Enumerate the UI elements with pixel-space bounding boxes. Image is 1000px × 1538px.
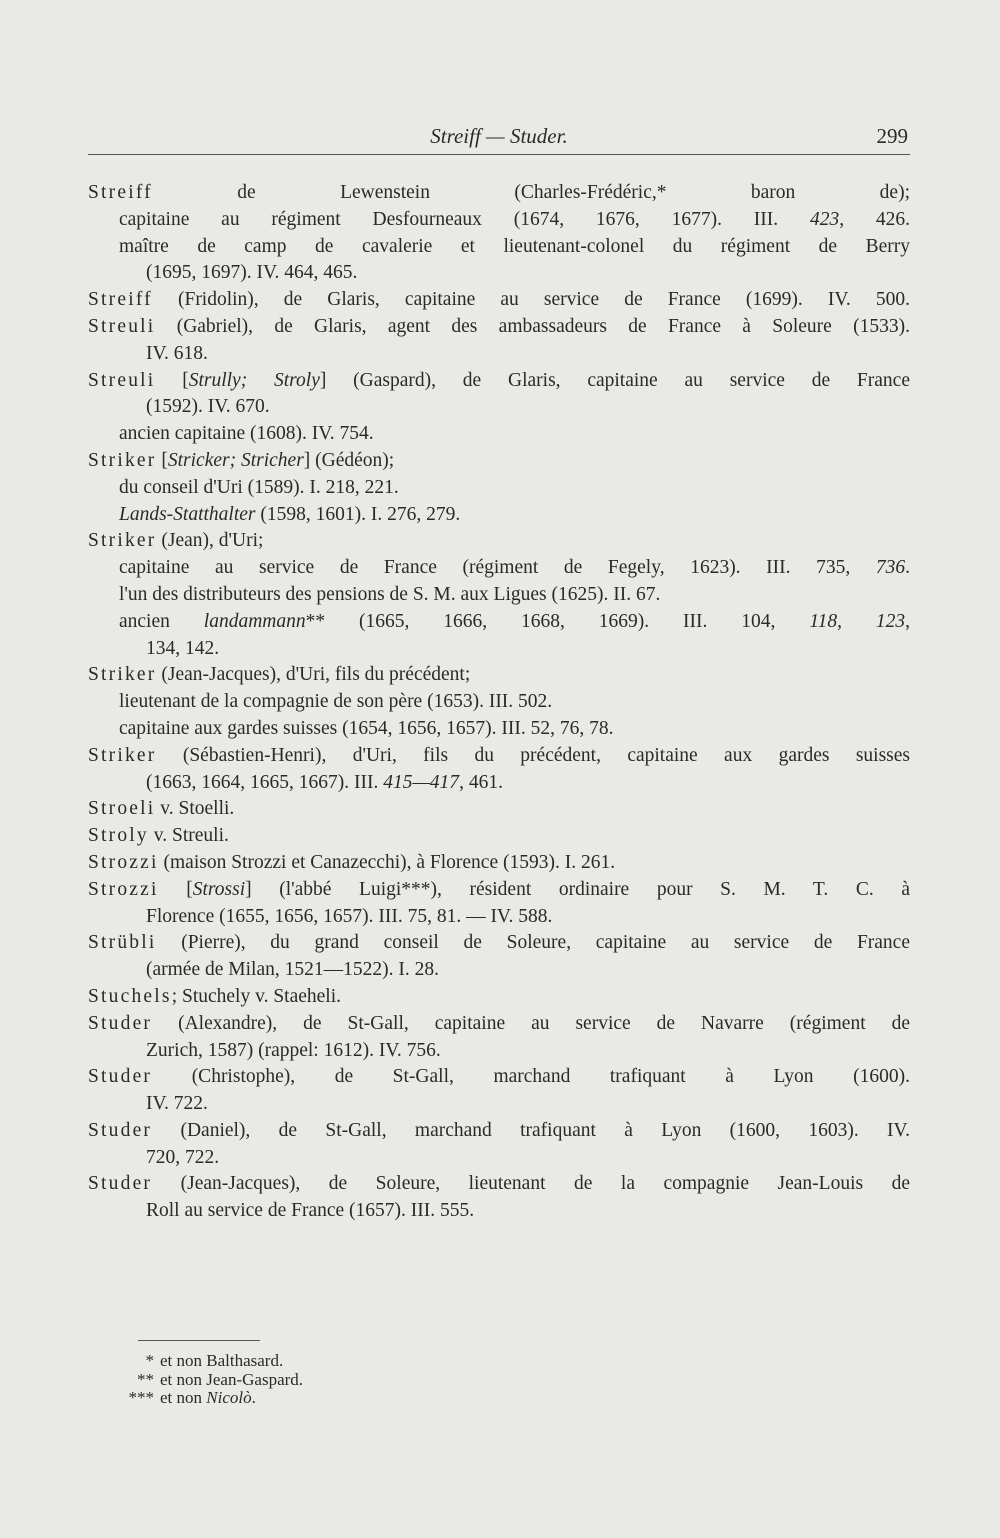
entry-line [88, 877, 910, 904]
entry-text: ancien capitaine (1608). IV. 754. [119, 423, 374, 445]
entry-text: l'un des distributeurs des pensions de S. M. aux Ligues (1625). II. 67. [119, 583, 661, 605]
entry-name: Studer [88, 1173, 153, 1195]
italic-text: Lands-Statthalter [119, 503, 256, 525]
entry-line [88, 475, 910, 502]
entry-line [88, 662, 910, 689]
entry-text: [ [155, 369, 189, 391]
entry-name: Stroly [88, 825, 149, 847]
italic-text: Stricker; Stricher [167, 449, 304, 471]
entry-name: Striker [88, 530, 157, 552]
entry-line [88, 314, 910, 341]
footnote-mark: ** [137, 1369, 154, 1389]
entry-line [88, 528, 910, 555]
entry-line [88, 287, 910, 314]
entry-line [88, 930, 910, 957]
entry-text: ** (1665, 1666, 1668, 1669). III. 104, [305, 610, 810, 632]
footnotes [120, 1352, 520, 1408]
entry-text: IV. 722. [146, 1093, 208, 1115]
entry-text: ] (l'abbé Luigi***), résident ordinaire pour S. M. T. C. à [245, 878, 910, 900]
entry-line [88, 1064, 910, 1091]
entry-line [88, 1038, 910, 1065]
entry-line [88, 823, 910, 850]
entry-line [88, 394, 910, 421]
italic-text: 423 [809, 208, 840, 230]
running-head [88, 124, 910, 155]
entry-line [88, 341, 910, 368]
entry-name: Stroeli [88, 798, 156, 820]
entry-text: lieutenant de la compagnie de son père (1653). III. 502. [119, 691, 553, 713]
entry-name: Streiff [88, 182, 153, 203]
entry-text: (Jean), d'Uri; [156, 530, 264, 552]
entry-line [88, 448, 910, 475]
entry-text: (1598, 1601). I. 276, 279. [255, 503, 461, 525]
entry-line [88, 689, 910, 716]
entry-line [88, 1171, 910, 1198]
entry-name: Streuli [88, 369, 156, 391]
entry-text: (1592). IV. 670. [146, 396, 270, 418]
footnote [120, 1371, 520, 1390]
entry-line [88, 984, 910, 1011]
entry-text: du conseil d'Uri (1589). I. 218, 221. [119, 476, 399, 498]
entry-text: (Sébastien-Henri), d'Uri, fils du précédent, capitaine aux gardes suisses [156, 744, 910, 766]
entry-name: Striker [88, 449, 157, 471]
entry-line [88, 743, 910, 770]
entry-text: v. Streuli. [148, 825, 229, 847]
entry-text: de Lewenstein (Charles-Frédéric,* baron de); [152, 182, 910, 203]
entry-text: 134, 142. [146, 637, 220, 659]
entry-name: Studer [88, 1012, 153, 1034]
entry-name: Strozzi [88, 851, 159, 873]
entry-text: (Fridolin), de Glaris, capitaine au service de France (1699). IV. 500. [152, 289, 910, 311]
entry-name: Strübli [88, 932, 157, 954]
entry-name: Striker [88, 744, 157, 766]
entry-name: Studer [88, 1066, 153, 1088]
entry-text: ; Stuchely v. Staeheli. [171, 985, 342, 1007]
entry-line [88, 180, 910, 207]
entry-name: Stuchels [88, 985, 172, 1007]
entry-text: , [905, 610, 910, 632]
italic-text: 415—417 [383, 771, 460, 793]
entry-line [88, 796, 910, 823]
entry-text: (Jean-Jacques), de Soleure, lieutenant de la compagnie Jean-Louis de [152, 1173, 910, 1195]
footnote-separator [138, 1340, 260, 1341]
italic-text: 123 [875, 610, 906, 632]
entry-text: et non Balthasard. [160, 1351, 284, 1370]
entry-text: , [837, 610, 876, 632]
entry-text: (Pierre), du grand conseil de Soleure, capitaine au service de France [156, 932, 910, 954]
entry-text: (armée de Milan, 1521—1522). I. 28. [146, 959, 439, 981]
entry-text: maître de camp de cavalerie et lieutenant-colonel du régiment de Berry [119, 235, 910, 257]
entry-text: capitaine aux gardes suisses (1654, 1656, 1657). III. 52, 76, 78. [119, 717, 614, 739]
entry-text: [ [158, 878, 193, 900]
entry-text: (1695, 1697). IV. 464, 465. [146, 262, 358, 284]
entry-text: (Christophe), de St-Gall, marchand trafiquant à Lyon (1600). [152, 1066, 910, 1088]
entry-name: Streiff [88, 289, 153, 311]
italic-text: Strossi [192, 878, 246, 900]
entry-text: Zurich, 1587) (rappel: 1612). IV. 756. [146, 1039, 441, 1061]
entry-text: (Daniel), de St-Gall, marchand trafiquant à Lyon (1600, 1603). IV. [152, 1119, 910, 1141]
entry-text: ] (Gédéon); [303, 449, 395, 471]
entry-line [88, 260, 910, 287]
entry-text: (Alexandre), de St-Gall, capitaine au service de Navarre (régiment de [152, 1012, 910, 1034]
entry-text: 720, 722. [146, 1146, 220, 1168]
entry-line [88, 207, 910, 234]
entry-name: Streuli [88, 315, 156, 337]
entry-text: (1663, 1664, 1665, 1667). III. [146, 771, 384, 793]
entry-line [88, 1091, 910, 1118]
entry-line [88, 957, 910, 984]
entry-line [88, 609, 910, 636]
entry-line [88, 1118, 910, 1145]
entry-text: capitaine au régiment Desfourneaux (1674, 1676, 1677). III. [119, 208, 810, 230]
entry-line [88, 368, 910, 395]
entry-text: (maison Strozzi et Canazecchi), à Florence (1593). I. 261. [158, 851, 616, 873]
entry-text: . [905, 557, 910, 579]
entry-name: Strozzi [88, 878, 159, 900]
entry-text: (Gabriel), de Glaris, agent des ambassadeurs de France à Soleure (1533). [155, 315, 910, 337]
running-head-title: Streiff — Studer. [430, 124, 568, 148]
entry-text: ] (Gaspard), de Glaris, capitaine au service de France [319, 369, 910, 391]
entry-line [88, 1011, 910, 1038]
footnote [120, 1352, 520, 1371]
entry-line [88, 502, 910, 529]
entry-text: IV. 618. [146, 342, 208, 364]
entry-line [88, 421, 910, 448]
entry-text: (Jean-Jacques), d'Uri, fils du précédent; [156, 664, 471, 686]
entry-line [88, 1145, 910, 1172]
index-entries [88, 180, 910, 1225]
entry-name: Striker [88, 664, 157, 686]
italic-text: Strully; Stroly [188, 369, 320, 391]
entry-text: , 461. [459, 771, 503, 793]
footnote-mark: * [145, 1351, 154, 1370]
footnote [120, 1389, 520, 1408]
footnote-mark: *** [128, 1388, 154, 1407]
entry-text: v. Stoelli. [155, 798, 235, 820]
entry-text: . [251, 1388, 256, 1407]
entry-name: Studer [88, 1119, 153, 1141]
entry-text: capitaine au service de France (régiment de Fegely, 1623). III. 735, [119, 557, 876, 579]
entry-text: ancien [119, 610, 204, 632]
entry-line [88, 234, 910, 261]
entry-text: et non Jean-Gaspard. [160, 1369, 304, 1389]
entry-text: , 426. [839, 208, 910, 230]
entry-text: [ [156, 449, 168, 471]
italic-text: 118 [809, 610, 838, 632]
italic-text: Nicolò [206, 1388, 252, 1407]
entry-line [88, 716, 910, 743]
italic-text: 736 [875, 557, 906, 579]
entry-text: Florence (1655, 1656, 1657). III. 75, 81. — IV. 588. [146, 905, 553, 927]
entry-line [88, 555, 910, 582]
entry-line [88, 1198, 910, 1225]
italic-text: landammann [203, 610, 306, 632]
entry-line [88, 582, 910, 609]
page-number: 299 [876, 124, 908, 148]
entry-line [88, 636, 910, 663]
entry-line [88, 904, 910, 931]
entry-line [88, 850, 910, 877]
entry-text: Roll au service de France (1657). III. 555. [146, 1200, 475, 1222]
entry-text: et non [160, 1388, 207, 1407]
entry-line [88, 770, 910, 797]
